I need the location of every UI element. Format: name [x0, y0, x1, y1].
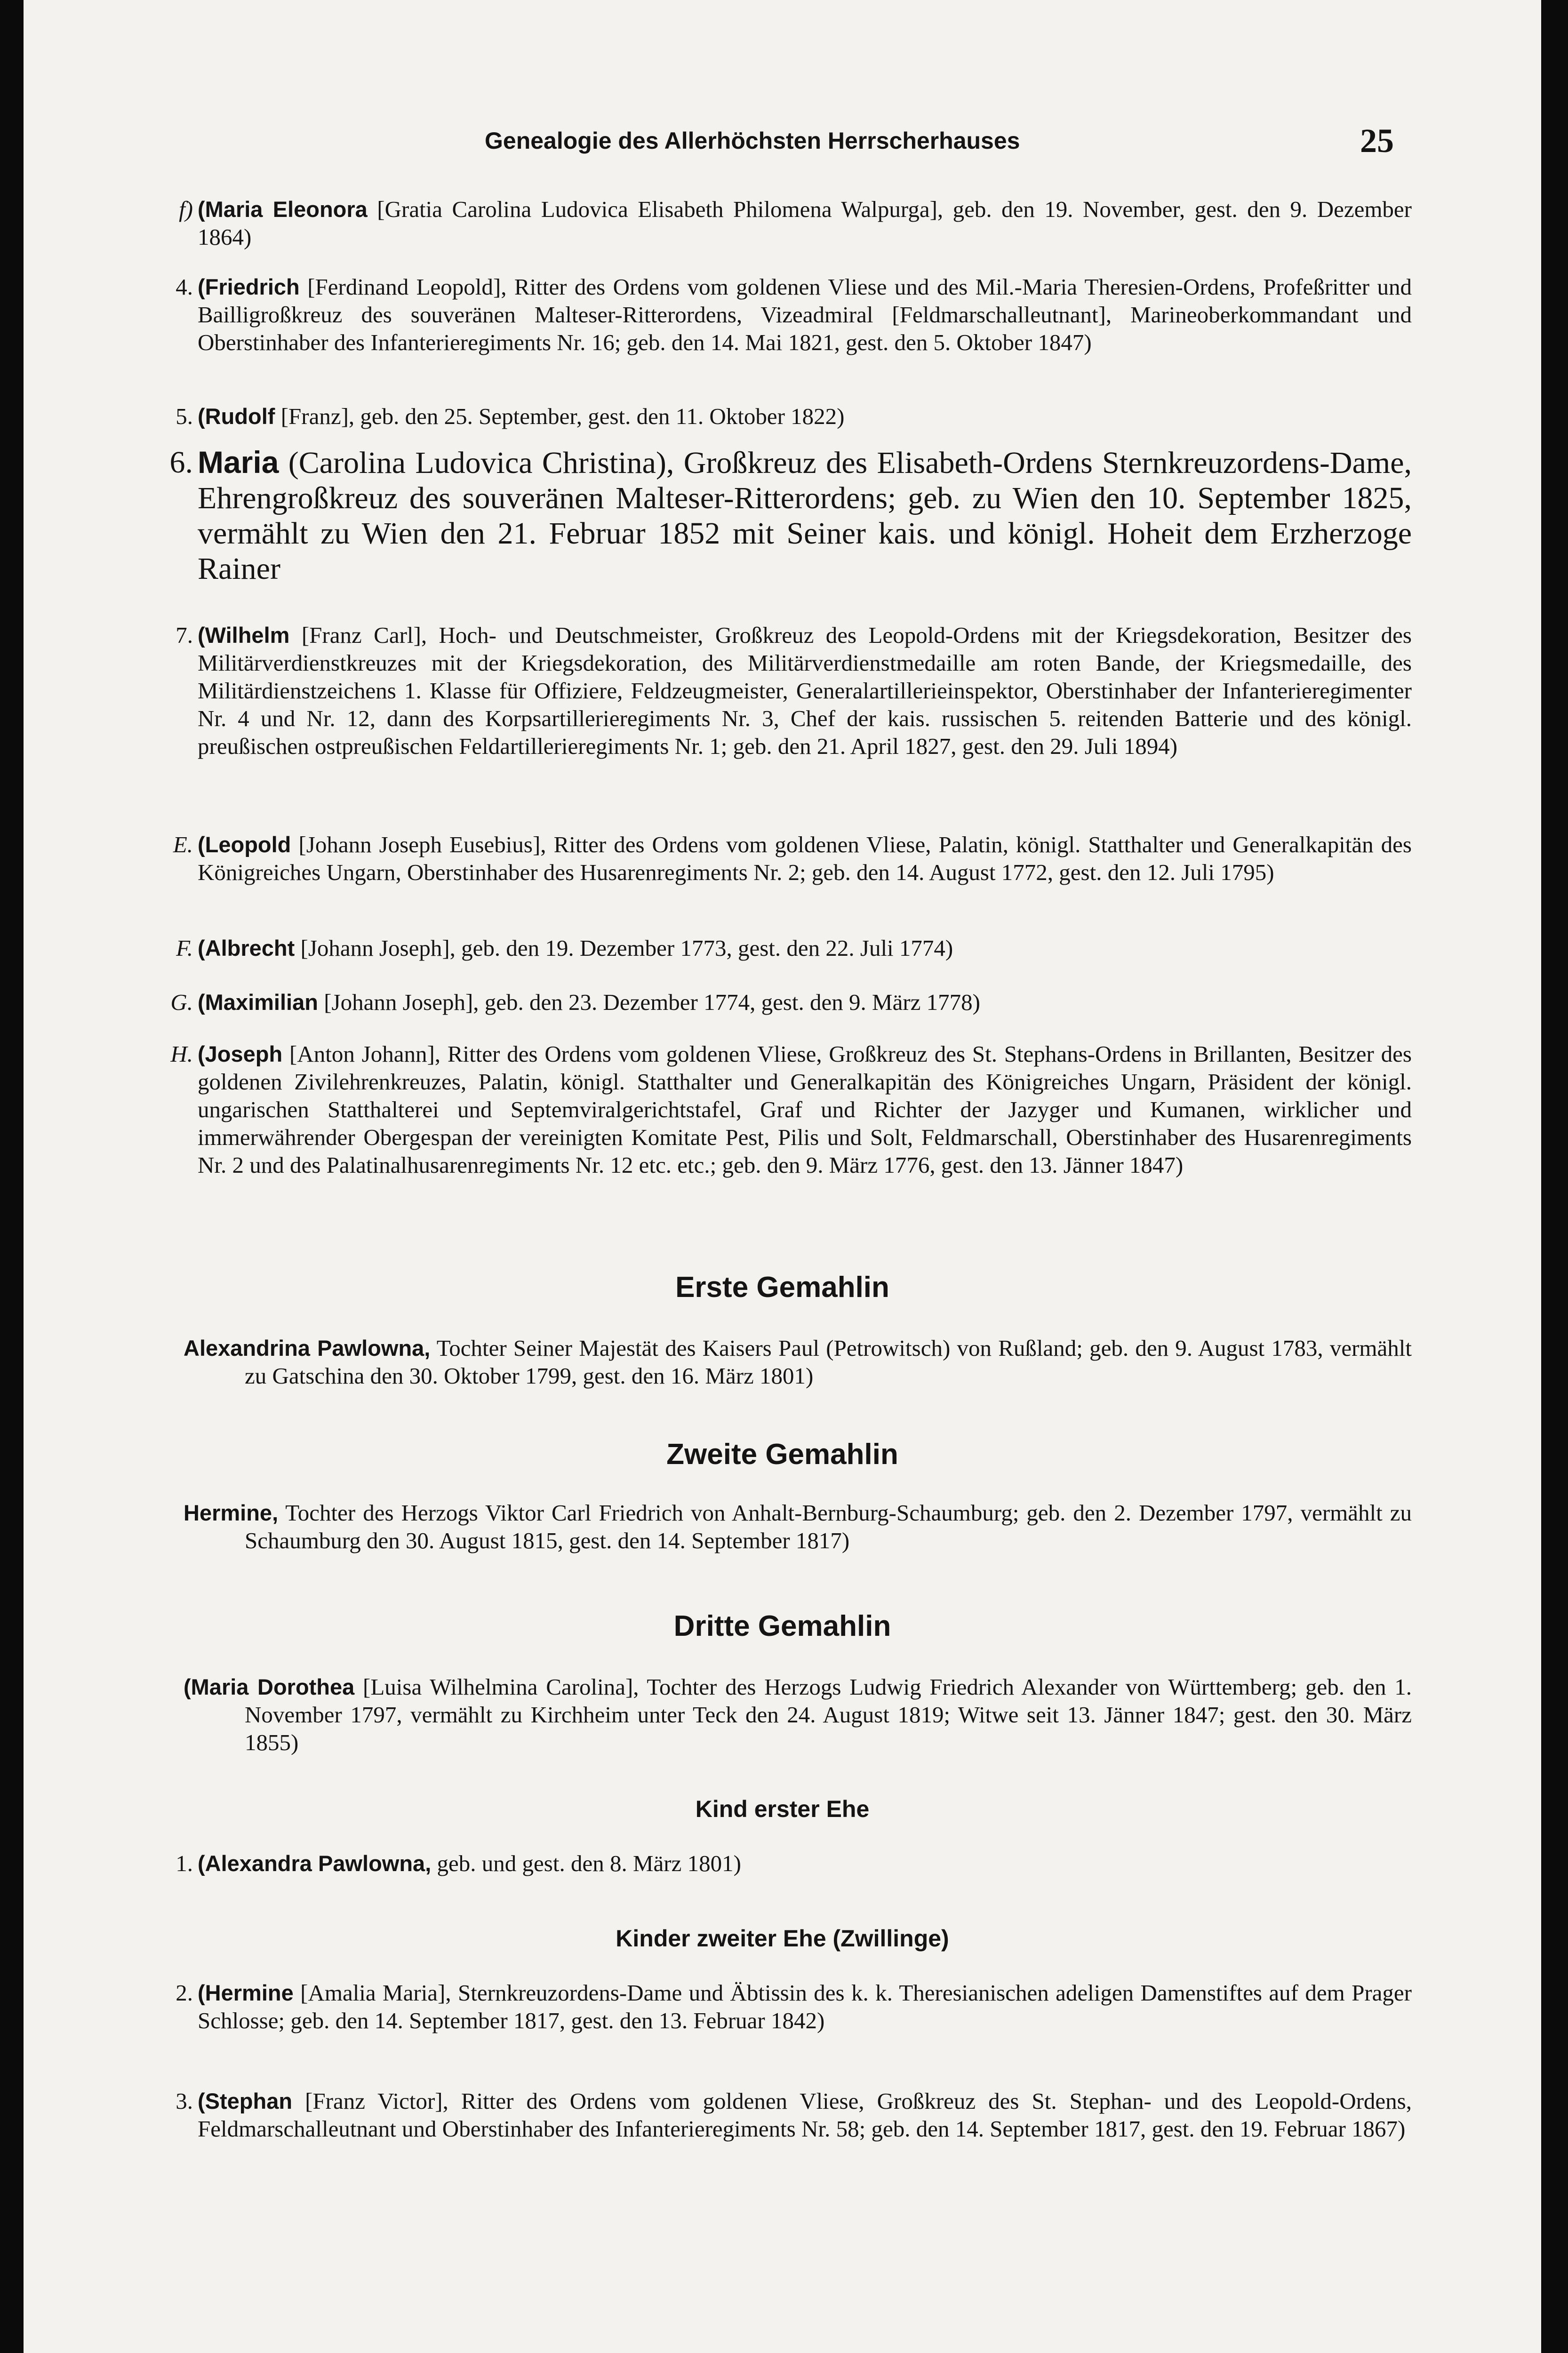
entry-name: (Friedrich	[198, 274, 300, 299]
heading-erste-gemahlin: Erste Gemahlin	[675, 1271, 889, 1304]
child-text: [Franz Victor], Ritter des Ordens vom goldenen Vliese, Großkreuz des St. Stephan- und des Leopold-Ordens, Feldmarschalleutnant und Oberstinhaber des Infanterieregiments Nr. 58; geb. den 14. September 1817, gest. den 19. Februar 1867)	[198, 2088, 1412, 2142]
child-stephan	[176, 2087, 1412, 2143]
spouse-text: [Luisa Wilhelmina Carolina], Tochter des Herzogs Ludwig Friedrich Alexander von Württemberg; geb. den 1. November 1797, vermählt zu Kirchheim unter Teck den 24. August 1819; Witwe seit 13. Jänner 1847; gest. den 30. März 1855)	[245, 1674, 1412, 1755]
child-marker: 1.	[176, 1850, 193, 1876]
entry-albrecht	[176, 934, 1412, 962]
spouse-maria-dorothea	[184, 1673, 1412, 1756]
heading-dritte-gemahlin: Dritte Gemahlin	[673, 1610, 891, 1642]
child-text: [Amalia Maria], Sternkreuzordens-Dame und Äbtissin des k. k. Theresianischen adeligen Damenstiftes auf dem Prager Schlosse; geb. den 14. September 1817, gest. den 13. Februar 1842)	[198, 1980, 1412, 2033]
entry-name: (Albrecht	[198, 936, 295, 960]
child-hermine	[176, 1979, 1412, 2034]
entry-name: (Maximilian	[198, 990, 318, 1015]
entry-marker: 6.	[169, 445, 193, 480]
entry-text: [Gratia Carolina Ludovica Elisabeth Philomena Walpurga], geb. den 19. November, gest. den 9. Dezember 1864)	[198, 196, 1412, 250]
entry-marker: f)	[179, 196, 193, 222]
entry-name: (Joseph	[198, 1041, 283, 1066]
heading-kinder-zweiter-ehe: Kinder zweiter Ehe (Zwillinge)	[616, 1925, 949, 1952]
entry-text: [Johann Joseph], geb. den 19. Dezember 1773, gest. den 22. Juli 1774)	[295, 935, 953, 961]
entry-marker: E.	[173, 832, 193, 857]
entry-marker: 7.	[176, 622, 193, 648]
spouse-name: Alexandrina Pawlowna,	[184, 1336, 431, 1361]
child-marker: 3.	[176, 2088, 193, 2114]
entry-rudolf	[176, 402, 1412, 430]
entry-marker: G.	[170, 989, 193, 1015]
entry-maria	[169, 445, 1412, 586]
child-name: (Stephan	[198, 2089, 293, 2113]
entry-name: Maria	[198, 445, 279, 480]
spouse-hermine	[184, 1499, 1412, 1554]
entry-marker: 4.	[176, 274, 193, 300]
page	[24, 0, 1541, 2353]
entry-friedrich	[176, 273, 1412, 356]
entry-marker: F.	[176, 935, 193, 961]
entry-leopold	[173, 831, 1412, 886]
running-title: Genealogie des Allerhöchsten Herrscherhauses	[485, 128, 1020, 154]
entry-name: (Maria Eleonora	[198, 197, 368, 222]
entry-name: (Wilhelm	[198, 623, 290, 648]
entry-text: [Franz Carl], Hoch- und Deutschmeister, Großkreuz des Leopold-Ordens mit der Kriegsdekoration, Besitzer des Militärverdienstkreuzes mit der Kriegsdekoration, des Militärverdienstmedaille am roten Bande, der Kriegsmedaille, des Militärdienstzeichens 1. Klasse für Offiziere, Feldzeugmeister, Generalartillerieinspektor, Oberstinhaber der Infanterieregimenter Nr. 4 und Nr. 12, dann des Korpsartillerieregiments Nr. 3, Chef der kais. russischen 5. reitenden Batterie und des königl. preußischen ostpreußischen Feldartillerieregiments Nr. 1; geb. den 21. April 1827, gest. den 29. Juli 1894)	[198, 622, 1412, 759]
spouse-text: Tochter des Herzogs Viktor Carl Friedrich von Anhalt-Bernburg-Schaumburg; geb. den 2. Dezember 1797, vermählt zu Schaumburg den 30. August 1815, gest. den 14. September 1817)	[245, 1500, 1412, 1553]
entry-text: [Franz], geb. den 25. September, gest. den 11. Oktober 1822)	[275, 403, 845, 429]
entry-text: [Ferdinand Leopold], Ritter des Ordens vom goldenen Vliese und des Mil.-Maria Theresien-Ordens, Profeßritter und Bailligroßkreuz des souveränen Malteser-Ritterordens, Vizeadmiral [Feldmarschalleutnant], Marineoberkommandant und Oberstinhaber des Infanterieregiments Nr. 16; geb. den 14. Mai 1821, gest. den 5. Oktober 1847)	[198, 274, 1412, 355]
entry-text: [Johann Joseph], geb. den 23. Dezember 1774, gest. den 9. März 1778)	[318, 989, 980, 1015]
entry-joseph	[170, 1040, 1412, 1179]
entry-text: (Carolina Ludovica Christina), Großkreuz des Elisabeth-Ordens Sternkreuzordens-Dame, Ehrengroßkreuz des souveränen Malteser-Ritterordens; geb. zu Wien den 10. September 1825, vermählt zu Wien den 21. Februar 1852 mit Seiner kais. und königl. Hoheit dem Erzherzoge Rainer	[198, 446, 1412, 586]
child-text: geb. und gest. den 8. März 1801)	[431, 1850, 741, 1876]
entry-maximilian	[170, 988, 1412, 1016]
child-name: (Hermine	[198, 1980, 294, 2005]
spouse-alexandrina	[184, 1334, 1412, 1390]
child-alexandra	[176, 1849, 1412, 1877]
entry-name: (Rudolf	[198, 404, 275, 429]
page-number: 25	[1360, 122, 1394, 160]
entry-text: [Johann Joseph Eusebius], Ritter des Ordens vom goldenen Vliese, Palatin, königl. Statthalter und Generalkapitän des Königreiches Ungarn, Oberstinhaber des Husarenregiments Nr. 2; geb. den 14. August 1772, gest. den 12. Juli 1795)	[198, 832, 1412, 885]
heading-zweite-gemahlin: Zweite Gemahlin	[666, 1438, 898, 1471]
entry-wilhelm	[176, 621, 1412, 760]
spouse-name: Hermine,	[184, 1500, 279, 1525]
entry-name: (Leopold	[198, 832, 291, 857]
entry-text: [Anton Johann], Ritter des Ordens vom goldenen Vliese, Großkreuz des St. Stephans-Ordens in Brillanten, Besitzer des goldenen Zivilehrenkreuzes, Palatin, königl. Statthalter und Generalkapitän des Königreiches Ungarn, Präsident der königl. ungarischen Statthalterei und Septemviralgerichtstafel, Graf und Richter der Jazyger und Kumanen, wirklicher und immerwährender Obergespan der vereinigten Komitate Pest, Pilis und Solt, Feldmarschall, Oberstinhaber des Husarenregiments Nr. 2 und des Palatinalhusarenregiments Nr. 12 etc. etc.; geb. den 9. März 1776, gest. den 13. Jänner 1847)	[198, 1041, 1412, 1178]
entry-marker: H.	[170, 1041, 193, 1067]
entry-maria-eleonora	[179, 195, 1412, 251]
spouse-name: (Maria Dorothea	[184, 1674, 355, 1699]
child-marker: 2.	[176, 1980, 193, 2006]
heading-kind-erster-ehe: Kind erster Ehe	[695, 1796, 870, 1822]
spouse-text: Tochter Seiner Majestät des Kaisers Paul (Petrowitsch) von Rußland; geb. den 9. August 1783, vermählt zu Gatschina den 30. Oktober 1799, gest. den 16. März 1801)	[245, 1335, 1412, 1389]
child-name: (Alexandra Pawlowna,	[198, 1851, 432, 1876]
entry-marker: 5.	[176, 403, 193, 429]
